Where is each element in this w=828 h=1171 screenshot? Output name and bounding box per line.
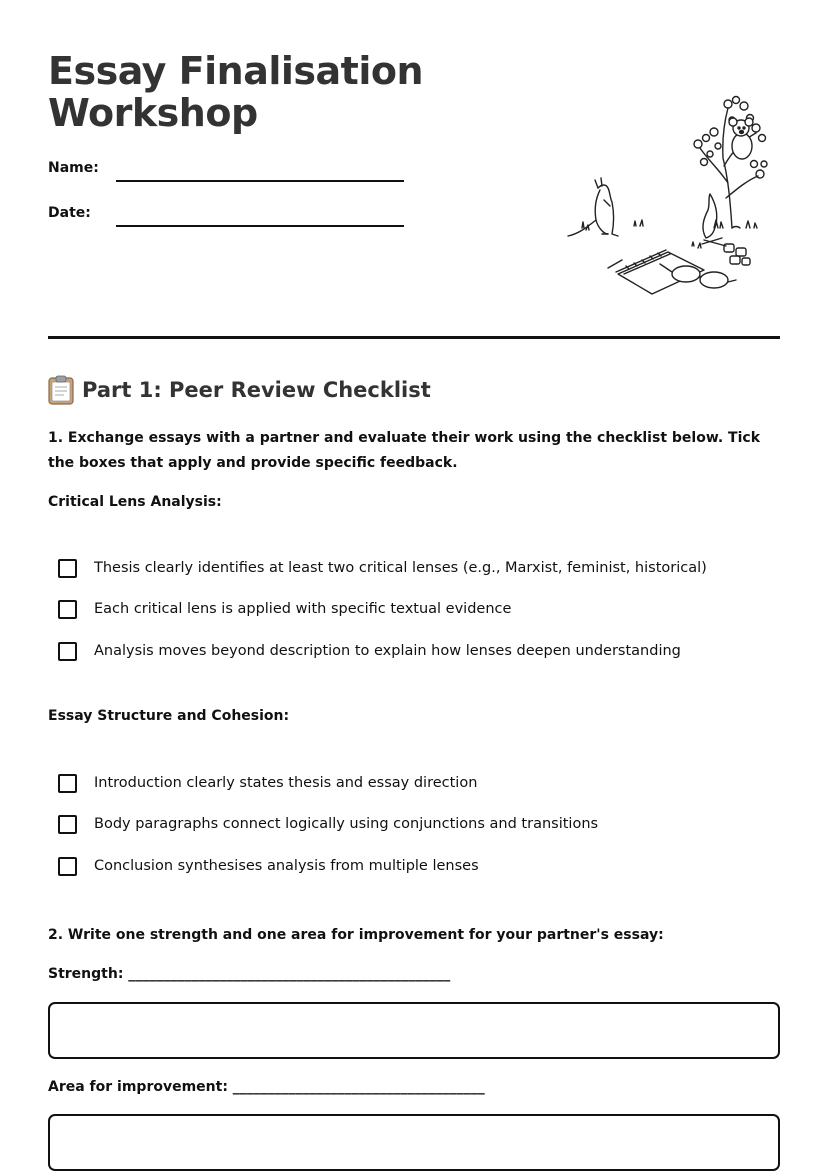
checkbox[interactable] [58, 774, 77, 793]
worksheet-page [48, 0, 780, 1118]
strength-label: Strength: ______________________________________________ [48, 966, 451, 982]
section-title: Part 1: Peer Review Checklist [82, 378, 431, 402]
checklist-item[interactable] [58, 639, 681, 663]
checklist-item-label: Conclusion synthesises analysis from multiple lenses [94, 858, 479, 874]
checklist-item-label: Analysis moves beyond description to explain how lenses deepen understanding [94, 643, 681, 659]
checklist-item[interactable] [58, 854, 479, 878]
strength-answer-box[interactable] [48, 1002, 780, 1059]
page-title: Essay Finalisation Workshop [48, 49, 424, 135]
checklist-item[interactable] [58, 812, 598, 836]
group-heading-critical-lens: Critical Lens Analysis: [48, 494, 222, 510]
checkbox[interactable] [58, 815, 77, 834]
checklist-item[interactable] [58, 556, 707, 580]
improvement-label: Area for improvement: ____________________________________ [48, 1079, 485, 1095]
checkbox[interactable] [58, 600, 77, 619]
date-field[interactable] [116, 225, 404, 227]
question-1-instruction: 1. Exchange essays with a partner and evaluate their work using the checklist below. Tick the boxes that apply and provide specific feedback. [48, 430, 761, 471]
name-field[interactable] [116, 180, 404, 182]
question-2-instruction: 2. Write one strength and one area for improvement for your partner's essay: [48, 927, 664, 943]
koala-in-tree-icon [694, 97, 767, 229]
checkbox[interactable] [58, 857, 77, 876]
checklist-item-label: Introduction clearly states thesis and essay direction [94, 775, 478, 791]
checklist-item[interactable] [58, 597, 511, 621]
group-heading-structure: Essay Structure and Cohesion: [48, 708, 290, 724]
kangaroo-icon [568, 178, 643, 236]
improvement-answer-box[interactable] [48, 1114, 780, 1171]
campfire-icon [692, 194, 750, 265]
checkbox[interactable] [58, 559, 77, 578]
checklist-item-label: Body paragraphs connect logically using conjunctions and transitions [94, 816, 599, 832]
section-divider [48, 336, 780, 339]
name-label: Name: [48, 160, 99, 176]
bush-scene-illustration [518, 88, 768, 298]
checklist-item-label: Thesis clearly identifies at least two critical lenses (e.g., Marxist, feminist, historical) [94, 560, 707, 576]
date-label: Date: [48, 205, 91, 221]
checklist-item-label: Each critical lens is applied with specific textual evidence [94, 601, 512, 617]
part1-heading [48, 374, 431, 406]
checklist-item[interactable] [58, 771, 477, 795]
clipboard-icon [48, 375, 74, 405]
checkbox[interactable] [58, 642, 77, 661]
